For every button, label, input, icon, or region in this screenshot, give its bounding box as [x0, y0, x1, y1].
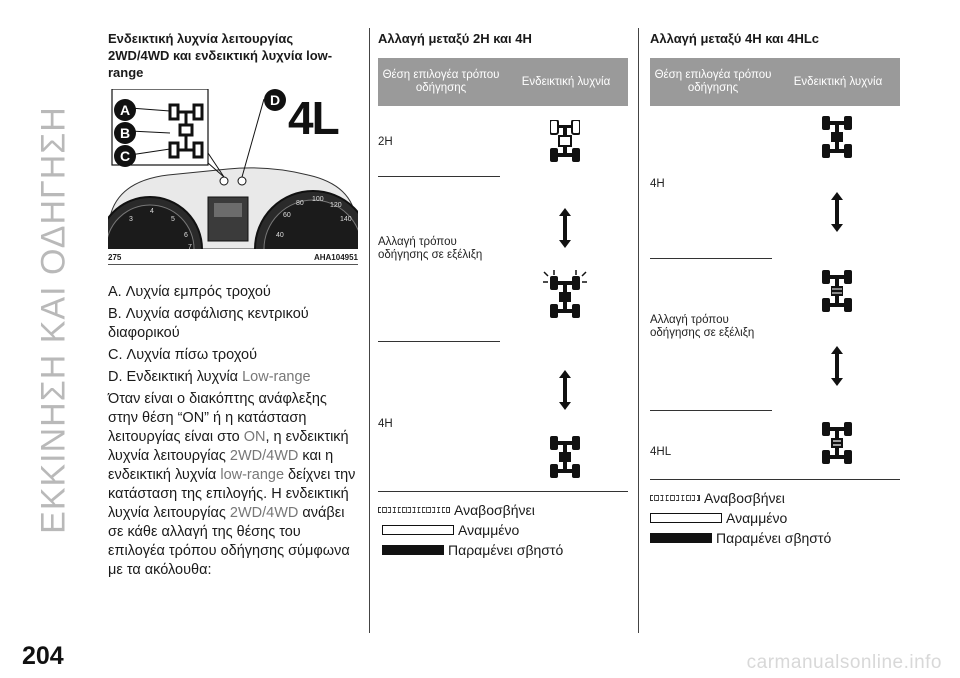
row-4h-label: 4H: [650, 178, 665, 190]
legend-blink: [650, 490, 900, 506]
col-header-mode: Θέση επιλογέα τρόπου οδήγησης: [654, 69, 772, 94]
col-header-lamp: Ενδεικτική λυχνία: [521, 75, 611, 88]
svg-text:7: 7: [188, 244, 192, 249]
table-2h-4h-body: [378, 106, 628, 492]
figure-code: AHA104951: [313, 253, 358, 262]
legend-item-b: B. Λυχνία ασφάλισης κεντρικού διαφορικού: [108, 306, 309, 341]
arrow-updown-icon: [831, 346, 843, 386]
callout-b: B: [114, 122, 136, 144]
off-swatch: [382, 545, 444, 555]
legend-item-c: C. Λυχνία πίσω τροχού: [108, 347, 258, 363]
svg-text:120: 120: [330, 202, 342, 209]
row-2h-label: 2H: [378, 136, 393, 148]
intro-heading: Ενδεικτική λυχνία λειτουργίας 2WD/4WD και ενδεικτική λυχνία low-range: [108, 31, 333, 80]
legend-blink-label: Αναβοσβήνει: [704, 490, 785, 506]
legend-item-d: D. Ενδεικτική λυχνία Low-range: [108, 369, 311, 385]
arrow-updown-icon: [559, 208, 571, 248]
row-separator: [650, 258, 772, 259]
table-4h-4hlc: [650, 30, 900, 546]
legend-states: [378, 502, 628, 558]
instrument-cluster-figure: [108, 89, 358, 249]
table-2h-4h-heading: Αλλαγή μεταξύ 2H και 4H: [378, 31, 532, 46]
legend-item-a: A. Λυχνία εμπρός τροχού: [108, 284, 271, 300]
svg-text:100: 100: [312, 196, 324, 203]
legend-states: [650, 490, 900, 546]
row-4hl-label: 4HL: [650, 446, 672, 458]
figure-caption: [108, 253, 358, 262]
column-divider-1: [369, 28, 370, 633]
table-4h-4hlc-heading: Αλλαγή μεταξύ 4H και 4HLc: [650, 31, 820, 46]
drive-4h-icon: [550, 436, 580, 478]
figure-number: 275: [108, 253, 122, 262]
figure-caption-rule: [108, 264, 358, 265]
legend-on: [650, 510, 900, 526]
svg-text:5: 5: [171, 216, 175, 223]
legend-blink: [378, 502, 628, 518]
svg-text:6: 6: [184, 232, 188, 239]
legend-off: [650, 530, 900, 546]
off-swatch: [650, 533, 712, 543]
row-change-label: Αλλαγή τρόπου οδήγησης σε εξέλιξη: [650, 314, 755, 339]
intro-column: [108, 30, 358, 580]
svg-text:40: 40: [276, 232, 284, 239]
row-change-label: Αλλαγή τρόπου οδήγησης σε εξέλιξη: [378, 236, 483, 261]
arrow-updown-icon: [831, 192, 843, 232]
svg-text:80: 80: [296, 200, 304, 207]
on-swatch: [650, 513, 722, 523]
low-range-4l-label: 4L: [288, 92, 338, 144]
drive-4h-icon: [822, 116, 852, 158]
page-number: 204: [22, 642, 64, 670]
legend-blink-label: Αναβοσβήνει: [454, 502, 535, 518]
column-divider-2: [638, 28, 639, 633]
legend-off: [382, 542, 628, 558]
legend-off-label: Παραμένει σβηστό: [448, 542, 564, 558]
blink-swatch: [378, 507, 450, 513]
arrow-updown-icon: [559, 370, 571, 410]
legend-off-label: Παραμένει σβηστό: [716, 530, 832, 546]
row-separator: [378, 341, 500, 342]
row-separator: [650, 410, 772, 411]
row-separator: [378, 176, 500, 177]
intro-paragraph: Όταν είναι ο διακόπτης ανάφλεξης στην θέση “ON” ή η κατάσταση λειτουργίας είναι στο ON, η ενδεικτική λυχνία λειτουργίας 2WD/4WD και η ενδεικτική λυχνία low-range δείχνει την κατάσταση της επιλογής. Η ενδεικτική λυχνία λειτουργίας 2WD/4WD ανάβει σε κάθε αλλαγή της θέσης του επιλογέα τρόπου οδήγησης σύμφωνα με τα ακόλουθα:: [108, 391, 356, 578]
table-2h-4h-header: [378, 58, 628, 106]
table-4h-4hlc-body: [650, 106, 900, 480]
col-header-mode: Θέση επιλογέα τρόπου οδήγησης: [382, 69, 500, 94]
col-header-lamp: Ενδεικτική λυχνία: [793, 75, 883, 88]
watermark: carmanualsonline.info: [746, 652, 942, 673]
figure-legend: [108, 283, 358, 387]
callout-c: C: [114, 145, 136, 167]
row-4h-label: 4H: [378, 418, 393, 430]
section-side-title-text: ΕΚΚΙΝΗΣΗ ΚΑΙ ΟΔΗΓΗΣΗ: [34, 106, 73, 534]
legend-on: [382, 522, 628, 538]
drive-4hl-icon: [822, 422, 852, 464]
blink-swatch: [650, 495, 700, 501]
svg-text:4: 4: [150, 208, 154, 215]
drive-blinking-icon: [542, 270, 588, 326]
callout-a: A: [114, 99, 136, 121]
on-swatch: [382, 525, 454, 535]
svg-text:140: 140: [340, 216, 352, 223]
legend-on-label: Αναμμένο: [726, 510, 788, 526]
drive-2h-icon: [550, 120, 580, 162]
svg-text:3: 3: [129, 216, 133, 223]
table-4h-4hlc-header: [650, 58, 900, 106]
svg-text:60: 60: [283, 212, 291, 219]
callout-d: D: [264, 89, 286, 111]
drive-lock-blinking-icon: [822, 270, 852, 312]
legend-on-label: Αναμμένο: [458, 522, 520, 538]
section-side-title: [24, 40, 84, 600]
table-2h-4h: [378, 30, 628, 558]
